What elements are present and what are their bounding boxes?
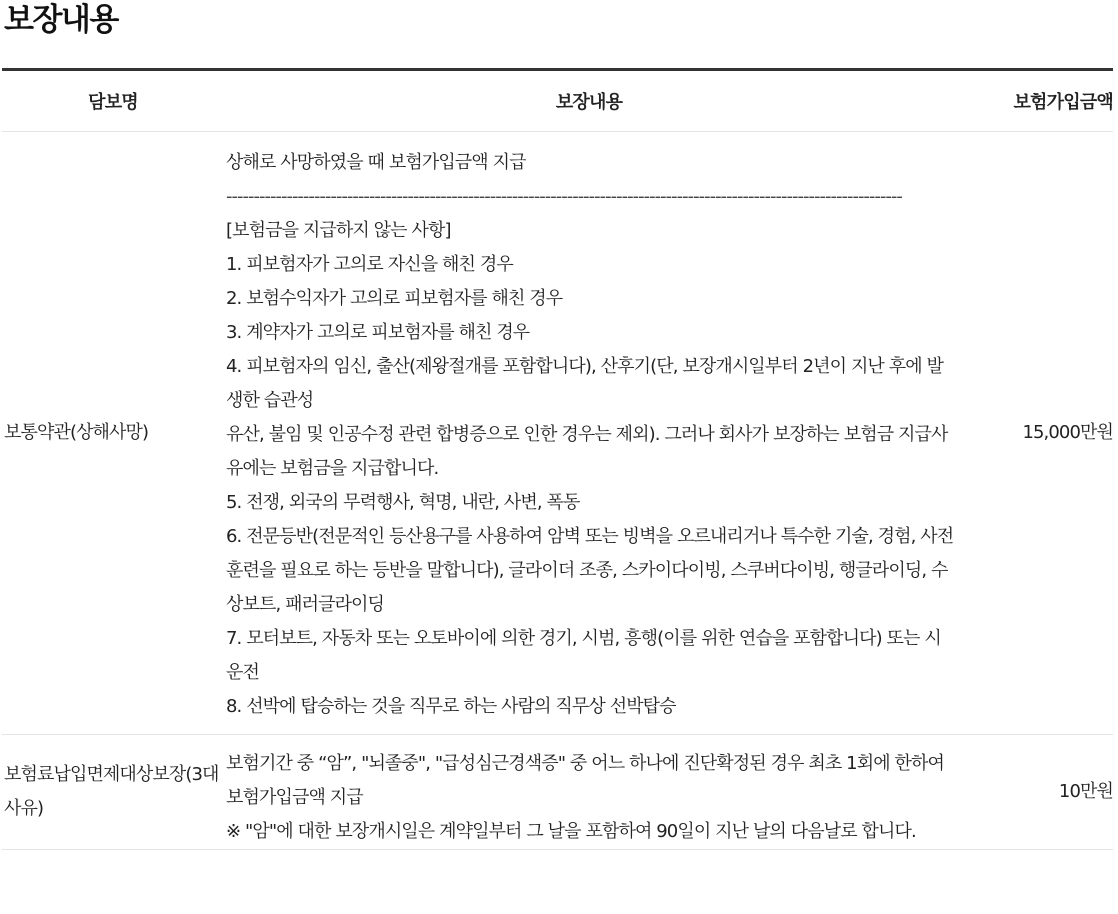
dashed-divider: --------------------------------------------------------------------------------------------------------------------------- [226, 186, 902, 207]
content-line: [보험금을 지급하지 않는 사항] [226, 220, 451, 241]
header-coverage-content: 보장내용 [224, 70, 954, 132]
header-insured-amount: 보험가입금액 [954, 70, 1113, 132]
content-line: 1. 피보험자가 고의로 자신을 해친 경우 [226, 254, 513, 275]
content-line: 7. 모터보트, 자동차 또는 오토바이에 의한 경기, 시범, 흥행(이를 위한 연습을 포함합니다) 또는 시운전 [226, 628, 941, 683]
content-line: 2. 보험수익자가 고의로 피보험자를 해친 경우 [226, 288, 563, 309]
table-header-row [2, 70, 1113, 132]
content-line: 보험기간 중 “암”, "뇌졸중", "급성심근경색증" 중 어느 하나에 진단확정된 경우 최초 1회에 한하여 보험가입금액 지급 [226, 753, 944, 808]
page-title: 보장내용 [4, 2, 118, 38]
table-row [2, 735, 1113, 850]
insured-amount-cell: 10만원 [954, 735, 1113, 850]
content-line: 유산, 불임 및 인공수정 관련 합병증으로 인한 경우는 제외). 그러나 회사가 보장하는 보험금 지급사유에는 보험금을 지급합니다. [226, 424, 948, 479]
coverage-name-cell: 보험료납입면제대상보장(3대사유) [2, 735, 224, 850]
insured-amount-cell: 15,000만원 [954, 132, 1113, 735]
content-line: 8. 선박에 탑승하는 것을 직무로 하는 사람의 직무상 선박탑승 [226, 696, 676, 717]
content-line: ※ "암"에 대한 보장개시일은 계약일부터 그 날을 포함하여 90일이 지난 날의 다음날로 합니다. [226, 821, 916, 842]
coverage-name-cell: 보통약관(상해사망) [2, 132, 224, 735]
content-line: 6. 전문등반(전문적인 등산용구를 사용하여 암벽 또는 빙벽을 오르내리거나 특수한 기술, 경험, 사전훈련을 필요로 하는 등반을 말합니다), 글라이더 조종, 스카이다이빙, 스쿠버다이빙, 행글라이딩, 수상보트, 패러글라이딩 [226, 526, 954, 615]
content-line: 5. 전쟁, 외국의 무력행사, 혁명, 내란, 사변, 폭동 [226, 492, 580, 513]
coverage-table [2, 68, 1113, 850]
coverage-content-cell [224, 735, 954, 850]
content-line: 4. 피보험자의 임신, 출산(제왕절개를 포함합니다), 산후기(단, 보장개시일부터 2년이 지난 후에 발생한 습관성 [226, 356, 944, 411]
content-line: 상해로 사망하였을 때 보험가입금액 지급 [226, 152, 526, 173]
table-row [2, 132, 1113, 735]
coverage-content-cell [224, 132, 954, 735]
header-coverage-name: 담보명 [2, 70, 224, 132]
content-line: 3. 계약자가 고의로 피보험자를 해친 경우 [226, 322, 530, 343]
